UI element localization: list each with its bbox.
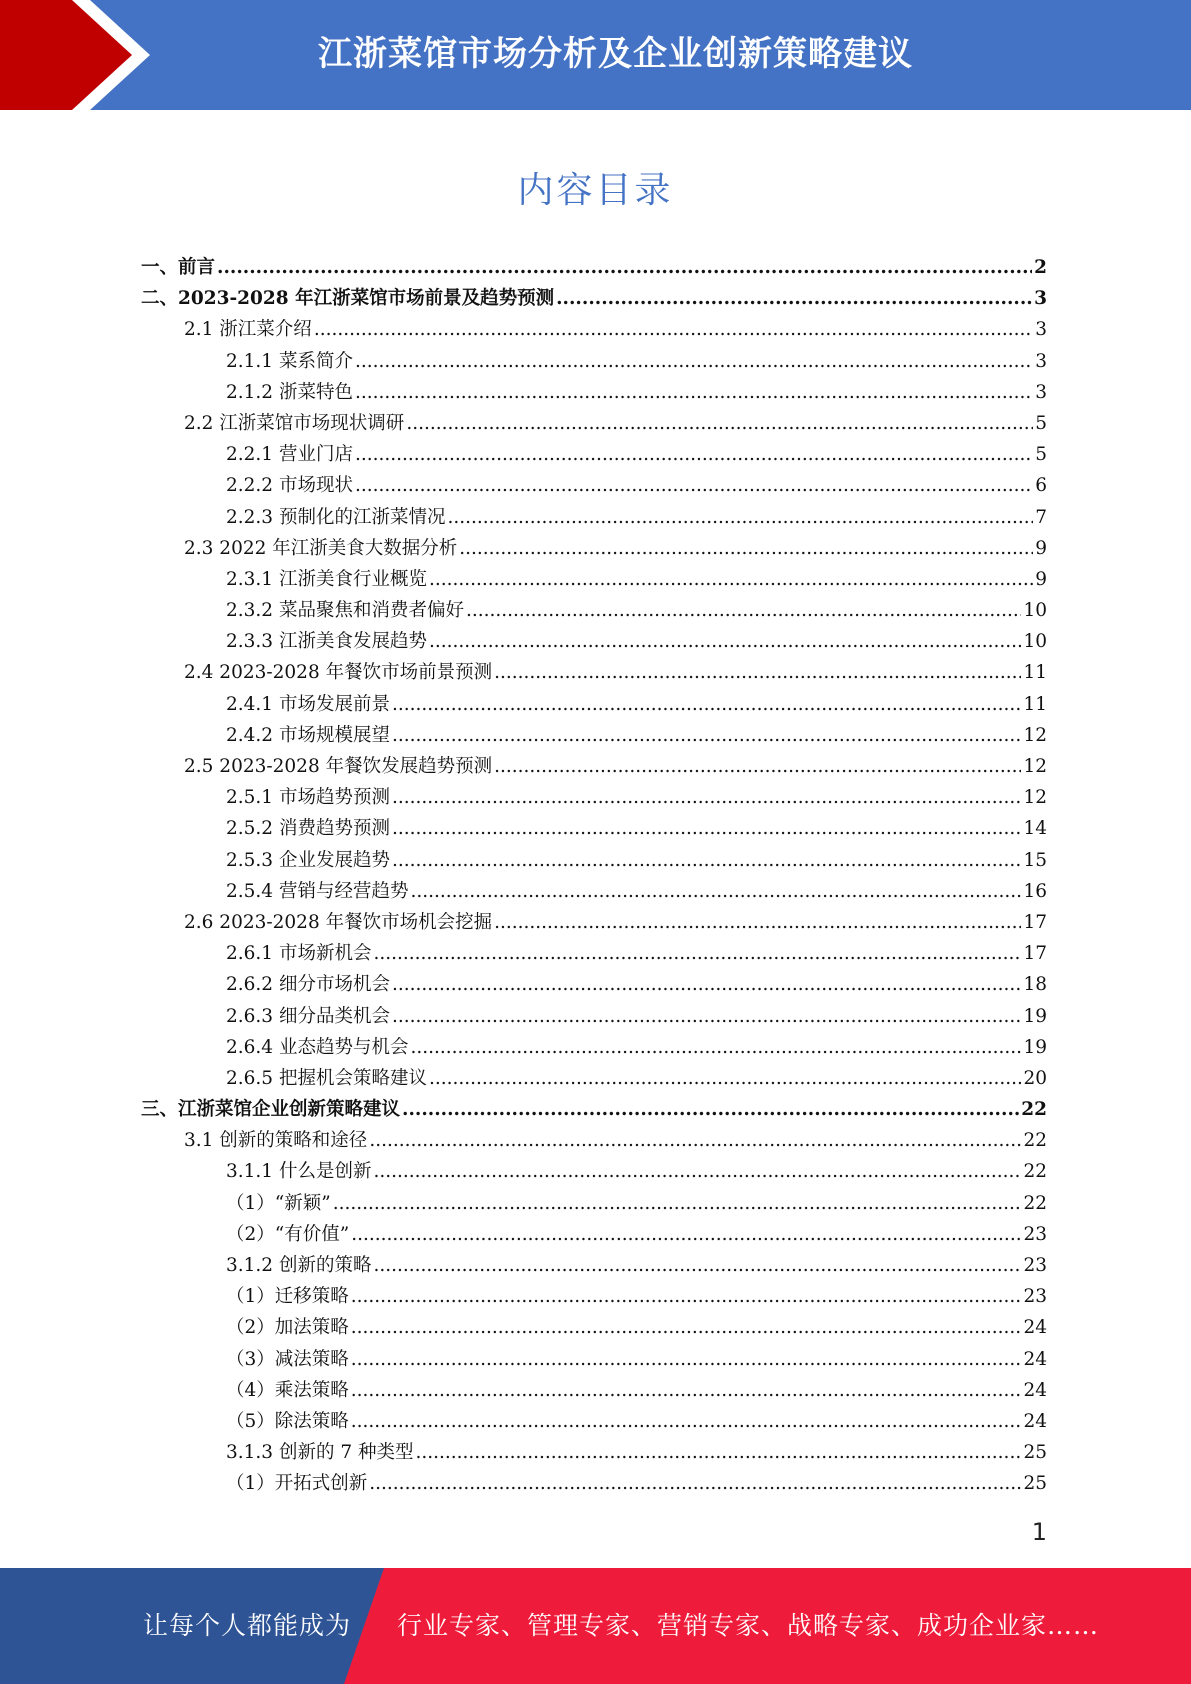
toc-entry-label: 2.5.4 营销与经营趋势: [226, 880, 409, 902]
toc-entry-label: （3）减法策略: [226, 1348, 349, 1370]
toc-leader-dots: [429, 631, 1021, 652]
toc-entry-label: 3.1.1 什么是创新: [226, 1161, 372, 1183]
toc-entry[interactable]: [141, 908, 1047, 939]
toc-entry-label: 3.1.3 创新的 7 种类型: [226, 1442, 414, 1464]
toc-entry-page: 3: [1034, 288, 1047, 310]
toc-leader-dots: [333, 1193, 1022, 1214]
toc-leader-dots: [466, 600, 1021, 621]
toc-entry-label: 2.2 江浙菜馆市场现状调研: [184, 412, 405, 434]
toc-leader-dots: [351, 1317, 1022, 1338]
toc-entry[interactable]: [141, 1313, 1047, 1344]
toc-entry-page: 24: [1023, 1410, 1047, 1432]
toc-entry-page: 6: [1035, 475, 1047, 497]
toc-leader-dots: [351, 1224, 1021, 1245]
toc-entry-page: 15: [1023, 849, 1047, 871]
toc-leader-dots: [410, 881, 1021, 902]
toc-leader-dots: [429, 569, 1033, 590]
toc-leader-dots: [355, 475, 1033, 496]
toc-entry[interactable]: [141, 690, 1047, 721]
toc-entry-page: 3: [1035, 350, 1047, 372]
toc-leader-dots: [351, 1411, 1022, 1432]
toc-entry-page: 12: [1023, 787, 1047, 809]
toc-entry[interactable]: [141, 596, 1047, 627]
toc-entry-page: 17: [1023, 911, 1047, 933]
toc-leader-dots: [351, 1286, 1022, 1307]
toc-entry[interactable]: [141, 1251, 1047, 1282]
toc-entry-page: 14: [1023, 818, 1047, 840]
toc-heading: 内容目录: [517, 170, 674, 211]
footer-slogan-right: 行业专家、管理专家、营销专家、战略专家、成功企业家……: [397, 1611, 1100, 1640]
toc-entry-label: 2.2.2 市场现状: [226, 475, 353, 497]
toc-entry-label: 2.6.5 把握机会策略建议: [226, 1067, 427, 1089]
toc-leader-dots: [416, 1442, 1022, 1463]
toc-leader-dots: [392, 1006, 1021, 1027]
toc-entry[interactable]: [141, 970, 1047, 1001]
toc-entry[interactable]: [141, 1407, 1047, 1438]
toc-entry-page: 18: [1023, 974, 1047, 996]
toc-entry-label: 2.4.2 市场规模展望: [226, 724, 390, 746]
footer-slogan-left: 让每个人都能成为: [143, 1611, 352, 1640]
toc-leader-dots: [355, 382, 1033, 403]
toc-entry-label: 3.1 创新的策略和途径: [184, 1130, 368, 1152]
toc-entry-label: 2.6 2023-2028 年餐饮市场机会挖掘: [184, 911, 493, 933]
toc-entry-page: 19: [1023, 1036, 1047, 1058]
toc-entry-label: 2.5.2 消费趋势预测: [226, 818, 390, 840]
toc-entry-label: 2.1 浙江菜介绍: [184, 319, 312, 341]
toc-entry[interactable]: [141, 627, 1047, 658]
toc-entry-label: 2.6.1 市场新机会: [226, 943, 372, 965]
toc-entry-label: （5）除法策略: [226, 1410, 349, 1432]
toc-leader-dots: [369, 1130, 1021, 1151]
toc-leader-dots: [494, 756, 1021, 777]
toc-leader-dots: [392, 974, 1021, 995]
toc-entry-page: 22: [1023, 1130, 1047, 1152]
toc-entry[interactable]: [141, 1220, 1047, 1251]
toc-entry-page: 24: [1023, 1348, 1047, 1370]
toc-entry[interactable]: [141, 1033, 1047, 1064]
toc-entry[interactable]: [141, 814, 1047, 845]
toc-entry[interactable]: [141, 752, 1047, 783]
toc-entry[interactable]: [141, 1189, 1047, 1220]
toc-entry-label: （1）“新颖”: [226, 1192, 331, 1214]
page-number: 1: [1031, 1518, 1047, 1546]
toc-leader-dots: [355, 444, 1033, 465]
toc-entry-label: 3.1.2 创新的策略: [226, 1255, 372, 1276]
toc-entry-page: 11: [1023, 693, 1047, 715]
toc-entry[interactable]: [141, 1282, 1047, 1313]
toc-entry-label: 2.2.1 营业门店: [226, 444, 353, 466]
toc-leader-dots: [351, 1380, 1022, 1401]
toc-leader-dots: [392, 818, 1021, 839]
toc-entry-page: 22: [1021, 1099, 1047, 1121]
toc-entry[interactable]: [141, 939, 1047, 970]
toc-entry-label: 2.4.1 市场发展前景: [226, 693, 390, 715]
toc-entry-label: 2.1.1 菜系简介: [226, 350, 353, 372]
toc-entry-page: 5: [1035, 412, 1047, 434]
toc-entry-label: 2.5.1 市场趋势预测: [226, 787, 390, 809]
toc-entry-label: 2.5 2023-2028 年餐饮发展趋势预测: [184, 756, 493, 777]
toc-entry-label: 2.5.3 企业发展趋势: [226, 849, 390, 871]
toc-leader-dots: [392, 850, 1021, 871]
toc-entry-page: 10: [1023, 631, 1047, 653]
toc-entry-page: 3: [1035, 319, 1047, 341]
toc-entry-label: （1）迁移策略: [226, 1286, 349, 1308]
toc-entry-page: 23: [1023, 1286, 1047, 1308]
toc-entry-page: 12: [1023, 724, 1047, 746]
toc-entry-page: 20: [1023, 1067, 1047, 1089]
toc-entry-page: 7: [1035, 506, 1047, 528]
toc-entry-label: （2）“有价值”: [226, 1223, 350, 1245]
toc-entry[interactable]: [141, 1095, 1047, 1126]
toc-entry-page: 9: [1035, 537, 1047, 559]
toc-entry-page: 22: [1023, 1192, 1047, 1214]
toc-entry[interactable]: [141, 284, 1047, 315]
toc-entry-label: 2.3.1 江浙美食行业概览: [226, 568, 427, 590]
table-of-contents: [141, 253, 1047, 1501]
toc-entry[interactable]: [141, 409, 1047, 440]
toc-leader-dots: [429, 1068, 1021, 1089]
toc-entry-page: 3: [1035, 381, 1047, 403]
toc-entry-label: 2.1.2 浙菜特色: [226, 381, 353, 403]
toc-entry-label: 2.6.3 细分品类机会: [226, 1005, 390, 1027]
toc-entry[interactable]: [141, 1469, 1047, 1500]
toc-leader-dots: [373, 943, 1021, 964]
toc-entry-page: 9: [1035, 568, 1047, 590]
toc-entry[interactable]: [141, 1438, 1047, 1469]
toc-leader-dots: [314, 319, 1033, 340]
toc-leader-dots: [392, 725, 1021, 746]
toc-entry-label: 一、前言: [141, 257, 216, 278]
toc-entry-label: 2.6.2 细分市场机会: [226, 974, 390, 996]
toc-entry-label: （1）开拓式创新: [226, 1473, 368, 1495]
toc-entry[interactable]: [141, 440, 1047, 471]
toc-entry[interactable]: [141, 378, 1047, 409]
toc-entry-label: 三、江浙菜馆企业创新策略建议: [141, 1099, 401, 1121]
toc-entry-label: （4）乘法策略: [226, 1379, 349, 1401]
toc-entry-label: 2.4 2023-2028 年餐饮市场前景预测: [184, 662, 493, 684]
page-footer-banner: [0, 1568, 1191, 1684]
toc-entry[interactable]: [141, 565, 1047, 596]
toc-entry[interactable]: [141, 315, 1047, 346]
toc-leader-dots: [392, 787, 1021, 808]
toc-entry-page: 12: [1023, 756, 1047, 777]
toc-leader-dots: [410, 1037, 1021, 1058]
toc-entry[interactable]: [141, 347, 1047, 378]
toc-entry[interactable]: [141, 1002, 1047, 1033]
toc-leader-dots: [373, 1255, 1021, 1276]
toc-entry[interactable]: [141, 658, 1047, 689]
toc-entry-page: 24: [1023, 1379, 1047, 1401]
toc-leader-dots: [369, 1473, 1021, 1494]
toc-leader-dots: [459, 538, 1033, 559]
toc-entry-label: 2.3 2022 年江浙美食大数据分析: [184, 537, 458, 559]
toc-entry-page: 2: [1034, 257, 1047, 278]
toc-entry-page: 25: [1023, 1473, 1047, 1495]
toc-entry-page: 5: [1035, 444, 1047, 466]
page-header-banner: [0, 0, 1191, 110]
toc-entry-label: 2.6.4 业态趋势与机会: [226, 1036, 409, 1058]
toc-entry-label: 二、2023-2028 年江浙菜馆市场前景及趋势预测: [141, 288, 555, 310]
toc-leader-dots: [447, 507, 1033, 528]
toc-entry[interactable]: [141, 503, 1047, 534]
toc-entry-page: 22: [1023, 1161, 1047, 1183]
toc-entry-label: 2.3.2 菜品聚焦和消费者偏好: [226, 600, 464, 622]
toc-entry[interactable]: [141, 1064, 1047, 1095]
toc-entry-page: 25: [1023, 1442, 1047, 1464]
toc-leader-dots: [556, 288, 1032, 309]
toc-entry-page: 24: [1023, 1317, 1047, 1339]
toc-leader-dots: [406, 413, 1033, 434]
toc-entry-page: 23: [1023, 1255, 1047, 1276]
toc-leader-dots: [373, 1161, 1021, 1182]
toc-leader-dots: [351, 1349, 1022, 1370]
toc-entry-page: 23: [1023, 1223, 1047, 1245]
toc-entry-page: 19: [1023, 1005, 1047, 1027]
toc-entry[interactable]: [141, 253, 1047, 284]
toc-leader-dots: [402, 1099, 1019, 1120]
toc-leader-dots: [355, 351, 1033, 372]
toc-entry-label: （2）加法策略: [226, 1317, 349, 1339]
toc-entry[interactable]: [141, 877, 1047, 908]
toc-entry[interactable]: [141, 471, 1047, 502]
toc-entry-page: 10: [1023, 600, 1047, 622]
toc-entry[interactable]: [141, 846, 1047, 877]
toc-entry[interactable]: [141, 534, 1047, 565]
toc-leader-dots: [494, 912, 1021, 933]
toc-entry[interactable]: [141, 1157, 1047, 1188]
toc-entry-label: 2.3.3 江浙美食发展趋势: [226, 631, 427, 653]
toc-entry-page: 17: [1023, 943, 1047, 965]
toc-leader-dots: [494, 662, 1021, 683]
toc-entry-label: 2.2.3 预制化的江浙菜情况: [226, 506, 446, 528]
toc-entry[interactable]: [141, 783, 1047, 814]
toc-entry-page: 11: [1023, 662, 1047, 684]
toc-leader-dots: [392, 694, 1021, 715]
toc-entry[interactable]: [141, 721, 1047, 752]
toc-leader-dots: [217, 257, 1032, 278]
toc-entry[interactable]: [141, 1376, 1047, 1407]
toc-entry-page: 16: [1023, 880, 1047, 902]
toc-entry[interactable]: [141, 1345, 1047, 1376]
toc-entry[interactable]: [141, 1126, 1047, 1157]
report-title: 江浙菜馆市场分析及企业创新策略建议: [318, 34, 913, 74]
